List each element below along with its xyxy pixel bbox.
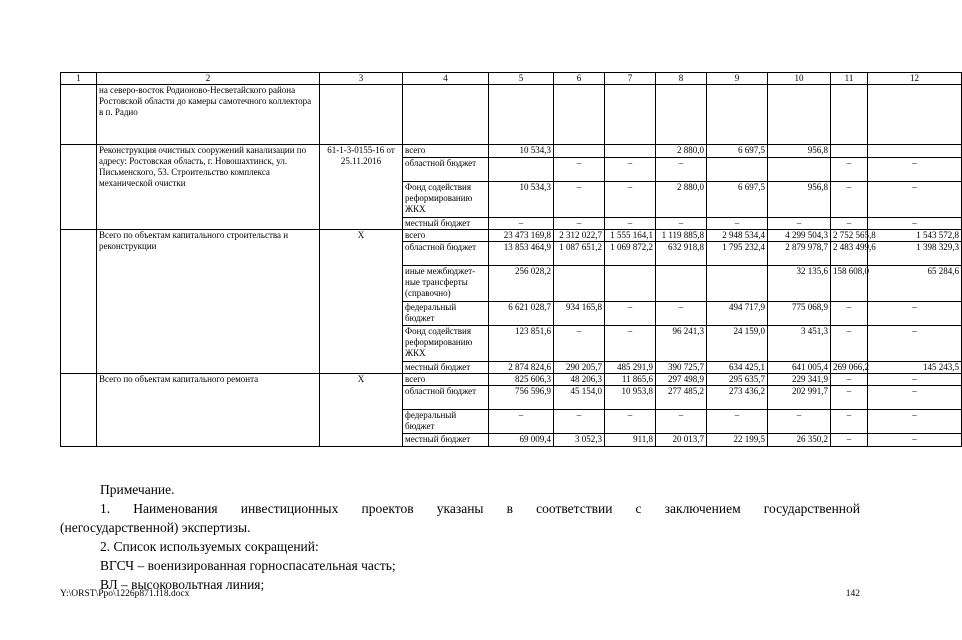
- value-cell: 273 436,2: [707, 386, 768, 410]
- value-cell: 10 953,8: [605, 386, 656, 410]
- cell-number: [61, 374, 97, 447]
- value-cell: [831, 145, 868, 158]
- funding-source-cell: местный бюджет: [403, 362, 489, 374]
- funding-source-cell: Фонд содействия реформированию ЖКХ: [403, 182, 489, 218]
- funding-source-cell: федеральный бюджет: [403, 302, 489, 326]
- value-cell: –: [605, 182, 656, 218]
- empty-cell: [554, 85, 605, 145]
- value-cell: 2 874 824,6: [489, 362, 554, 374]
- header-cell: 7: [605, 73, 656, 85]
- object-name-cell: Реконструкция очистных сооружений канализации по адресу: Ростовская область, г. Новошахтинск, ул. Письменского, 53. Строительство комплекса механической очистки: [97, 145, 320, 230]
- value-cell: 1 398 329,3: [868, 242, 962, 266]
- value-cell: 2 752 565,8: [831, 230, 868, 242]
- value-cell: –: [831, 374, 868, 386]
- object-name-cell: на северо-восток Родионово-Несветайского района Ростовской области до камеры самотечного коллектора в п. Радио: [97, 85, 320, 145]
- note-item-1-line-2: (негосударственной) экспертизы.: [60, 520, 251, 535]
- value-cell: 65 284,6: [868, 266, 962, 302]
- value-cell: 11 865,6: [605, 374, 656, 386]
- value-cell: 69 009,4: [489, 434, 554, 447]
- funding-source-cell: Фонд содействия реформированию ЖКХ: [403, 326, 489, 362]
- value-cell: –: [656, 218, 707, 230]
- funding-source-cell: областной бюджет: [403, 158, 489, 182]
- value-cell: 23 473 169,8: [489, 230, 554, 242]
- value-cell: 6 697,5: [707, 145, 768, 158]
- value-cell: –: [768, 218, 831, 230]
- value-cell: 295 635,7: [707, 374, 768, 386]
- value-cell: –: [831, 218, 868, 230]
- value-cell: 145 243,5: [868, 362, 962, 374]
- value-cell: 4 299 504,3: [768, 230, 831, 242]
- value-cell: –: [605, 158, 656, 182]
- value-cell: 956,8: [768, 145, 831, 158]
- value-cell: –: [831, 410, 868, 434]
- value-cell: 1 069 872,2: [605, 242, 656, 266]
- value-cell: 6 697,5: [707, 182, 768, 218]
- funding-source-cell: местный бюджет: [403, 434, 489, 447]
- value-cell: –: [554, 182, 605, 218]
- value-cell: 825 606,3: [489, 374, 554, 386]
- value-cell: 632 918,8: [656, 242, 707, 266]
- value-cell: –: [831, 302, 868, 326]
- object-name-cell: Всего по объектам капитального ремонта: [97, 374, 320, 447]
- header-row: [61, 73, 962, 85]
- value-cell: –: [768, 410, 831, 434]
- value-cell: 1 555 164,1: [605, 230, 656, 242]
- value-cell: 96 241,3: [656, 326, 707, 362]
- value-cell: 2 948 534,4: [707, 230, 768, 242]
- header-cell: 9: [707, 73, 768, 85]
- value-cell: 297 498,9: [656, 374, 707, 386]
- value-cell: 2 879 978,7: [768, 242, 831, 266]
- value-cell: 290 205,7: [554, 362, 605, 374]
- value-cell: 2 312 022,7: [554, 230, 605, 242]
- notes-title: Примечание.: [100, 482, 175, 497]
- value-cell: 229 341,9: [768, 374, 831, 386]
- value-cell: [768, 158, 831, 182]
- value-cell: 1 543 572,8: [868, 230, 962, 242]
- value-cell: 24 159,0: [707, 326, 768, 362]
- value-cell: –: [831, 158, 868, 182]
- value-cell: [605, 145, 656, 158]
- value-cell: 32 135,6: [768, 266, 831, 302]
- value-cell: 2 880,0: [656, 145, 707, 158]
- funding-source-cell: всего: [403, 374, 489, 386]
- value-cell: –: [868, 386, 962, 410]
- project-code-cell: Х: [320, 374, 403, 447]
- funding-source-cell: иные межбюджет-ные трансферты (справочно): [403, 266, 489, 302]
- value-cell: [605, 266, 656, 302]
- value-cell: –: [554, 218, 605, 230]
- value-cell: –: [868, 302, 962, 326]
- value-cell: 494 717,9: [707, 302, 768, 326]
- value-cell: –: [868, 326, 962, 362]
- value-cell: 2 483 499,6: [831, 242, 868, 266]
- value-cell: –: [707, 410, 768, 434]
- funding-source-cell: областной бюджет: [403, 242, 489, 266]
- value-cell: –: [605, 218, 656, 230]
- header-cell: 8: [656, 73, 707, 85]
- value-cell: 45 154,0: [554, 386, 605, 410]
- empty-cell: [605, 85, 656, 145]
- table-row: [61, 374, 962, 386]
- file-path: Y:\ORST\Ppo\1226p871.f18.docx: [60, 589, 190, 599]
- value-cell: 1 795 232,4: [707, 242, 768, 266]
- empty-cell: [831, 85, 868, 145]
- value-cell: –: [868, 374, 962, 386]
- header-cell: 1: [61, 73, 97, 85]
- value-cell: 641 005,4: [768, 362, 831, 374]
- value-cell: 22 199,5: [707, 434, 768, 447]
- abbreviation-vgsch: ВГСЧ – военизированная горноспасательная часть;: [100, 558, 396, 573]
- value-cell: 13 853 464,9: [489, 242, 554, 266]
- value-cell: 269 066,2: [831, 362, 868, 374]
- header-cell: 12: [868, 73, 962, 85]
- value-cell: 10 534,3: [489, 145, 554, 158]
- value-cell: 6 621 028,7: [489, 302, 554, 326]
- header-cell: 10: [768, 73, 831, 85]
- empty-cell: [320, 85, 403, 145]
- value-cell: 277 485,2: [656, 386, 707, 410]
- page-number: 142: [845, 589, 860, 599]
- funding-source-cell: местный бюджет: [403, 218, 489, 230]
- value-cell: 158 608,0: [831, 266, 868, 302]
- empty-cell: [707, 85, 768, 145]
- value-cell: –: [868, 158, 962, 182]
- value-cell: 48 206,3: [554, 374, 605, 386]
- value-cell: –: [489, 218, 554, 230]
- funding-source-cell: федеральный бюджет: [403, 410, 489, 434]
- cell-number: [61, 230, 97, 374]
- value-cell: –: [605, 302, 656, 326]
- value-cell: –: [868, 410, 962, 434]
- value-cell: 202 991,7: [768, 386, 831, 410]
- value-cell: –: [605, 410, 656, 434]
- value-cell: 2 880,0: [656, 182, 707, 218]
- value-cell: –: [605, 326, 656, 362]
- value-cell: 911,8: [605, 434, 656, 447]
- note-item-2: 2. Список используемых сокращений:: [100, 539, 319, 554]
- value-cell: 1 119 885,8: [656, 230, 707, 242]
- value-cell: 26 350,2: [768, 434, 831, 447]
- value-cell: 756 596,9: [489, 386, 554, 410]
- value-cell: 1 087 651,2: [554, 242, 605, 266]
- value-cell: –: [554, 326, 605, 362]
- value-cell: –: [868, 218, 962, 230]
- value-cell: 10 534,3: [489, 182, 554, 218]
- cell-number: [61, 85, 97, 145]
- value-cell: [707, 266, 768, 302]
- value-cell: 390 725,7: [656, 362, 707, 374]
- value-cell: –: [831, 386, 868, 410]
- cell-number: [61, 145, 97, 230]
- header-cell: 2: [97, 73, 320, 85]
- header-cell: 4: [403, 73, 489, 85]
- object-name-cell: Всего по объектам капитального строительства и реконструкции: [97, 230, 320, 374]
- value-cell: –: [831, 326, 868, 362]
- value-cell: [554, 266, 605, 302]
- value-cell: –: [554, 158, 605, 182]
- table-row: [61, 145, 962, 158]
- value-cell: [707, 158, 768, 182]
- table-row: [61, 230, 962, 242]
- table-row: [61, 85, 962, 145]
- value-cell: –: [656, 158, 707, 182]
- value-cell: 775 068,9: [768, 302, 831, 326]
- empty-cell: [656, 85, 707, 145]
- value-cell: [489, 158, 554, 182]
- value-cell: –: [489, 410, 554, 434]
- value-cell: 956,8: [768, 182, 831, 218]
- header-cell: 11: [831, 73, 868, 85]
- value-cell: –: [868, 182, 962, 218]
- value-cell: 3 052,3: [554, 434, 605, 447]
- value-cell: 934 165,8: [554, 302, 605, 326]
- header-cell: 3: [320, 73, 403, 85]
- empty-cell: [489, 85, 554, 145]
- funding-source-cell: всего: [403, 145, 489, 158]
- value-cell: 485 291,9: [605, 362, 656, 374]
- value-cell: [656, 266, 707, 302]
- value-cell: 634 425,1: [707, 362, 768, 374]
- budget-table: [60, 72, 962, 447]
- note-item-1-line-1: 1. Наименования инвестиционных проектов указаны в соответствии с заключением государственной: [100, 501, 860, 516]
- empty-cell: [768, 85, 831, 145]
- funding-source-cell: областной бюджет: [403, 386, 489, 410]
- value-cell: [554, 145, 605, 158]
- value-cell: 3 451,3: [768, 326, 831, 362]
- value-cell: 256 028,2: [489, 266, 554, 302]
- value-cell: –: [831, 434, 868, 447]
- empty-cell: [403, 85, 489, 145]
- header-cell: 5: [489, 73, 554, 85]
- value-cell: –: [656, 410, 707, 434]
- value-cell: –: [831, 182, 868, 218]
- value-cell: –: [554, 410, 605, 434]
- empty-cell: [868, 85, 962, 145]
- header-cell: 6: [554, 73, 605, 85]
- project-code-cell: 61-1-3-0155-16 от 25.11.2016: [320, 145, 403, 230]
- value-cell: –: [656, 302, 707, 326]
- project-code-cell: Х: [320, 230, 403, 374]
- abbreviation-vl: ВЛ – высоковольтная линия;: [100, 577, 265, 592]
- funding-source-cell: всего: [403, 230, 489, 242]
- value-cell: –: [868, 434, 962, 447]
- value-cell: 123 851,6: [489, 326, 554, 362]
- value-cell: –: [707, 218, 768, 230]
- notes-block: [60, 480, 860, 594]
- value-cell: 20 013,7: [656, 434, 707, 447]
- value-cell: [868, 145, 962, 158]
